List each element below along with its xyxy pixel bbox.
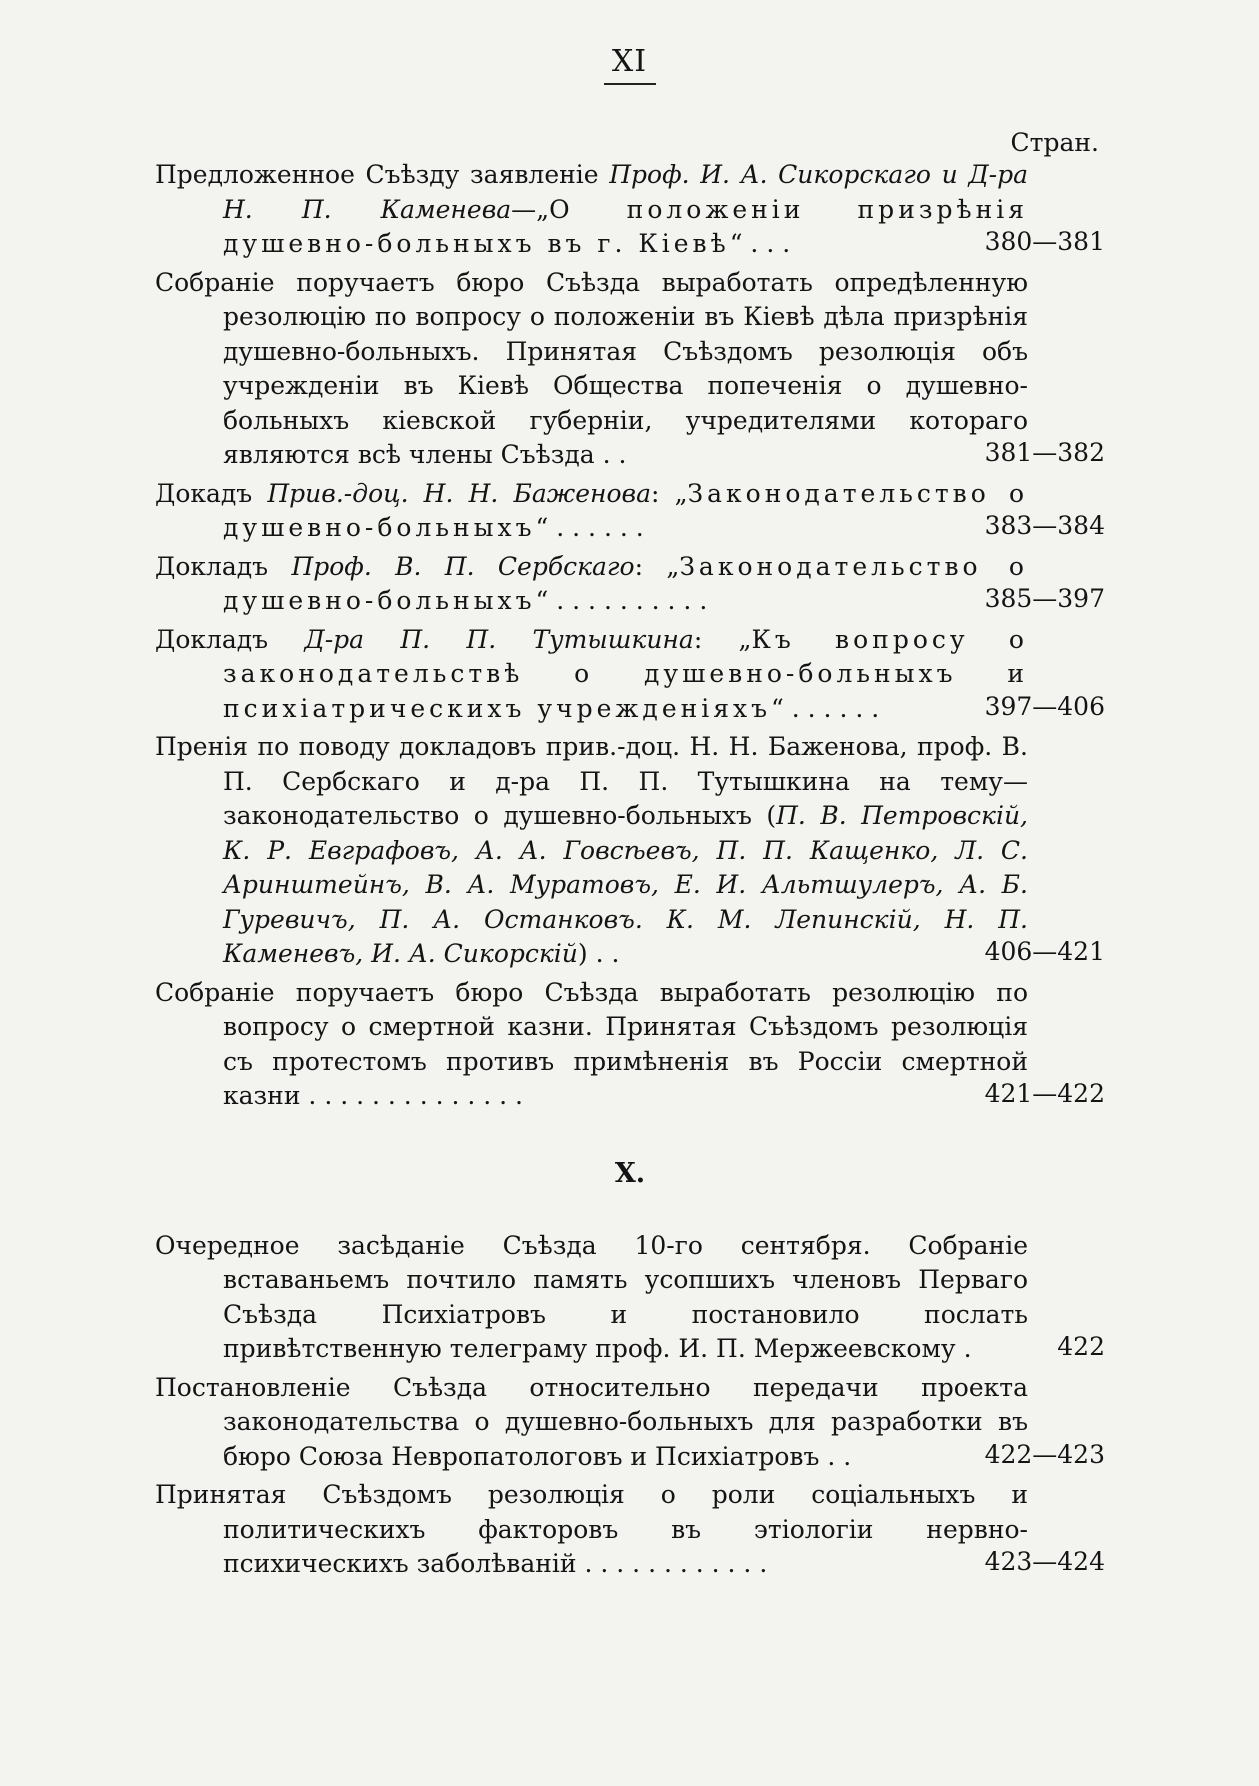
toc-entry-title bbox=[155, 730, 1028, 972]
toc-entry bbox=[155, 158, 1105, 262]
toc-entry bbox=[155, 477, 1105, 546]
toc-entry-author: Проф. В. П. Сербскаго bbox=[291, 551, 635, 581]
toc-entry-text: Докладъ bbox=[155, 551, 292, 581]
table-of-contents bbox=[155, 158, 1105, 1586]
toc-entry bbox=[155, 266, 1105, 473]
toc-entry-text: : „ bbox=[650, 478, 688, 508]
toc-group-section-ix bbox=[155, 158, 1105, 1114]
toc-entry-title bbox=[155, 1371, 1028, 1475]
toc-entry-title bbox=[155, 976, 1028, 1114]
toc-entry-text: Пренія по поводу докладовъ прив.-доц. Н. Н. Баженова, проф. В. П. Сербскаго и д-ра П. П. Тутышкина на тему—законодательство о душевно-больныхъ ( bbox=[155, 732, 1028, 830]
toc-entry bbox=[155, 550, 1105, 619]
toc-group-section-x bbox=[155, 1229, 1105, 1582]
toc-entry-text: “ . . . bbox=[729, 229, 791, 258]
toc-entry-title bbox=[155, 623, 1028, 727]
toc-entry-title bbox=[155, 1478, 1028, 1582]
toc-entry-title bbox=[155, 1229, 1028, 1367]
toc-entry bbox=[155, 1229, 1105, 1367]
toc-entry-pages: 397—406 bbox=[984, 691, 1105, 721]
toc-entry-text: Очередное засѣданіе Съѣзда 10-го сентября. Собраніе вставаньемъ почтило память усопшихъ членовъ Перваго Съѣзда Психіатровъ и постановило послать привѣтственную телеграму проф. И. П. Мержеевскому . bbox=[155, 1230, 1028, 1363]
toc-entry bbox=[155, 730, 1105, 972]
toc-entry-pages: 422 bbox=[1057, 1332, 1105, 1361]
section-heading: X. bbox=[614, 1157, 646, 1189]
toc-entry-text: “ . . . . . . bbox=[771, 693, 880, 723]
toc-entry-text: : „ bbox=[693, 624, 752, 654]
toc-entry-pages: 422—423 bbox=[984, 1439, 1105, 1469]
toc-entry-report-title: О положеніи призрѣнія душевно-больныхъ въ г. Кіевѣ bbox=[223, 194, 1028, 258]
toc-entry-pages: 380—381 bbox=[984, 227, 1105, 256]
toc-entry-text: —„ bbox=[511, 194, 550, 224]
toc-entry-title bbox=[155, 266, 1028, 473]
toc-entry-text: Собраніе поручаетъ бюро Съѣзда выработать резолюцію по вопросу о смертной казни. Принятая Съѣздомъ резолюція съ протестомъ противъ примѣненія въ Россіи смертной казни . . . . . . . . . . . . . . bbox=[155, 977, 1028, 1110]
toc-entry bbox=[155, 976, 1105, 1114]
toc-entry-title bbox=[155, 158, 1028, 262]
toc-entry bbox=[155, 1478, 1105, 1582]
toc-entry-pages: 383—384 bbox=[984, 511, 1105, 540]
toc-entry bbox=[155, 623, 1105, 727]
toc-entry-author: Прив.-доц. Н. Н. Баженова bbox=[267, 478, 651, 508]
toc-entry-text: : „ bbox=[634, 551, 680, 581]
toc-entry-title bbox=[155, 550, 1028, 619]
toc-entry-author: Д-ра П. П. Тутышкина bbox=[304, 624, 694, 654]
toc-entry-pages: 421—422 bbox=[984, 1079, 1105, 1108]
toc-entry-author: П. В. Петровскій, К. Р. Евграфовъ, А. А. Говсѣевъ, П. П. Кащенко, Л. С. Аринштейнъ, В. А. Муратовъ, Е. И. Альтшулеръ, А. Б. Гуревичъ, П. А. Останковъ. К. М. Лепинскій, Н. П. Каменевъ, И. А. Сикорскій bbox=[223, 801, 1029, 968]
toc-entry-text: Докадъ bbox=[155, 478, 268, 508]
toc-entry-pages: 385—397 bbox=[984, 584, 1105, 613]
page-number-text: XI bbox=[611, 44, 648, 79]
pages-column-label: Стран. bbox=[1010, 128, 1099, 157]
toc-entry-text: ) . . bbox=[577, 939, 620, 968]
page-number bbox=[0, 44, 1259, 85]
toc-entry-text: “ . . . . . . bbox=[535, 513, 644, 542]
toc-entry-text: Принятая Съѣздомъ резолюція о роли соціальныхъ и политическихъ факторовъ въ этіологіи нервно-психическихъ заболѣваній . . . . . . . . . . . . bbox=[155, 1480, 1028, 1578]
toc-entry-report-title: Законодательство о душевно-больныхъ bbox=[223, 551, 1028, 615]
page-number-rule bbox=[604, 83, 656, 85]
toc-entry-report-title: Къ вопросу о законодательствѣ о душевно-больныхъ и психіатрическихъ учрежденіяхъ bbox=[223, 624, 1028, 723]
toc-entry-text: “ . . . . . . . . . . bbox=[535, 586, 708, 615]
toc-entry bbox=[155, 1371, 1105, 1475]
toc-entry-report-title: Законодательство о душевно-больныхъ bbox=[223, 478, 1028, 542]
toc-entry-pages: 423—424 bbox=[984, 1547, 1105, 1576]
toc-entry-text: Собраніе поручаетъ бюро Съѣзда выработать опредѣленную резолюцію по вопросу о положеніи въ Кіевѣ дѣла призрѣнія душевно-больныхъ. Принятая Съѣздомъ резолюція объ учрежденіи въ Кіевѣ Общества попеченія о душевно-больныхъ кіевской губерніи, учредителями котораго являются всѣ члены Съѣзда . . bbox=[155, 267, 1028, 469]
toc-entry-author: Проф. И. А. Сикорскаго и Д-ра Н. П. Каменева bbox=[223, 160, 1029, 224]
toc-entry-text: Постановленіе Съѣзда относительно передачи проекта законодательства о душевно-больныхъ для разработки въ бюро Союза Невропатологовъ и Психіатровъ . . bbox=[155, 1372, 1028, 1471]
toc-entry-text: Докладъ bbox=[155, 624, 305, 654]
toc-entry-pages: 381—382 bbox=[984, 438, 1105, 467]
toc-entry-pages: 406—421 bbox=[984, 937, 1105, 966]
toc-entry-text: Предложенное Съѣзду заявленіе bbox=[155, 160, 610, 189]
toc-entry-title bbox=[155, 477, 1028, 546]
